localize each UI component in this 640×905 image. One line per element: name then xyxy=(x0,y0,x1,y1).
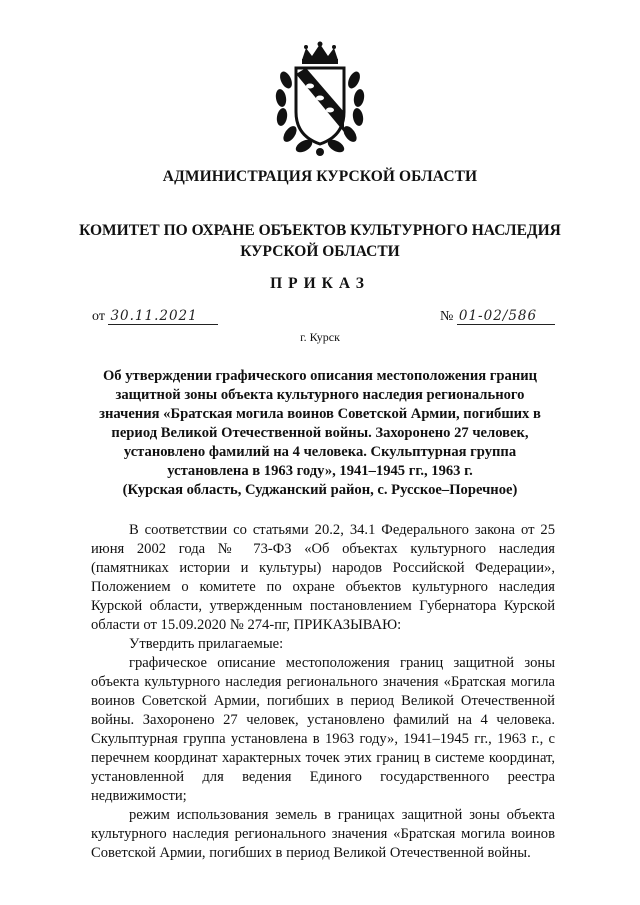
body-paragraph-land-use-regime: режим использования земель в границах защитной зоны объекта культурного наследия регионального значения «Братская могила воинов Советской Армии, погибших в период Великой Отечественной войны. xyxy=(91,807,555,861)
order-title xyxy=(96,367,544,500)
order-date xyxy=(92,308,218,325)
title-line: период Великой Отечественной войны. Захоронено 27 человек, xyxy=(111,425,529,441)
title-line: установлено фамилий на 4 человека. Скульптурная группа xyxy=(123,444,517,460)
committee-name-line1: КОМИТЕТ ПО ОХРАНЕ ОБЪЕКТОВ КУЛЬТУРНОГО НАСЛЕДИЯ xyxy=(79,222,561,239)
handwritten-date: 30.11.2021 xyxy=(108,308,218,325)
title-line: установлена в 1963 году», 1941–1945 гг., 1963 г. xyxy=(167,463,473,479)
city: г. Курск xyxy=(300,330,340,344)
order-number xyxy=(440,308,555,325)
kursk-coat-of-arms-icon xyxy=(272,40,368,158)
body-paragraph-graphic-description: графическое описание местоположения границ защитной зоны объекта культурного наследия регионального значения «Братская могила воинов Советской Армии, погибших в период Великой Отечественной войны. Захоронено 27 человек, установлено фамилий на 4 человека. Скульптурная группа установлена в 1963 году», 1941–1945 гг., 1963 г., с перечнем координат характерных точек этих границ в системе координат, установленной для ведения Единого государственного реестра недвижимости; xyxy=(91,655,555,804)
title-line: Об утверждении графического описания местоположения границ xyxy=(102,368,538,384)
committee-name-line2: КУРСКОЙ ОБЛАСТИ xyxy=(240,243,400,260)
title-line: (Курская область, Суджанский район, с. Русское–Поречное) xyxy=(122,482,518,498)
body-paragraph-approve: Утвердить прилагаемые: xyxy=(129,636,284,652)
handwritten-number: 01-02/586 xyxy=(457,308,555,325)
body-paragraph-legal-basis: В соответствии со статьями 20.2, 34.1 Федерального закона от 25 июня 2002 года № 73-ФЗ «Об объектах культурного наследия (памятниках истории и культуры) народов Российской Федерации», Положением о комитете по охране объектов культурного наследия Курской области, утвержденным постановлением Губернатора Курской области от 15.09.2020 № 274-пг, ПРИКАЗЫВАЮ: xyxy=(91,522,555,633)
title-line: защитной зоны объекта культурного наследия регионального xyxy=(115,387,525,403)
committee-name xyxy=(0,220,640,262)
title-line: значения «Братская могила воинов Советской Армии, погибших в xyxy=(99,406,541,422)
date-prefix: от xyxy=(92,309,105,324)
order-body xyxy=(91,521,555,863)
document-type: ПРИКАЗ xyxy=(270,275,370,292)
organization-name: АДМИНИСТРАЦИЯ КУРСКОЙ ОБЛАСТИ xyxy=(162,168,478,185)
number-prefix: № xyxy=(440,309,454,324)
